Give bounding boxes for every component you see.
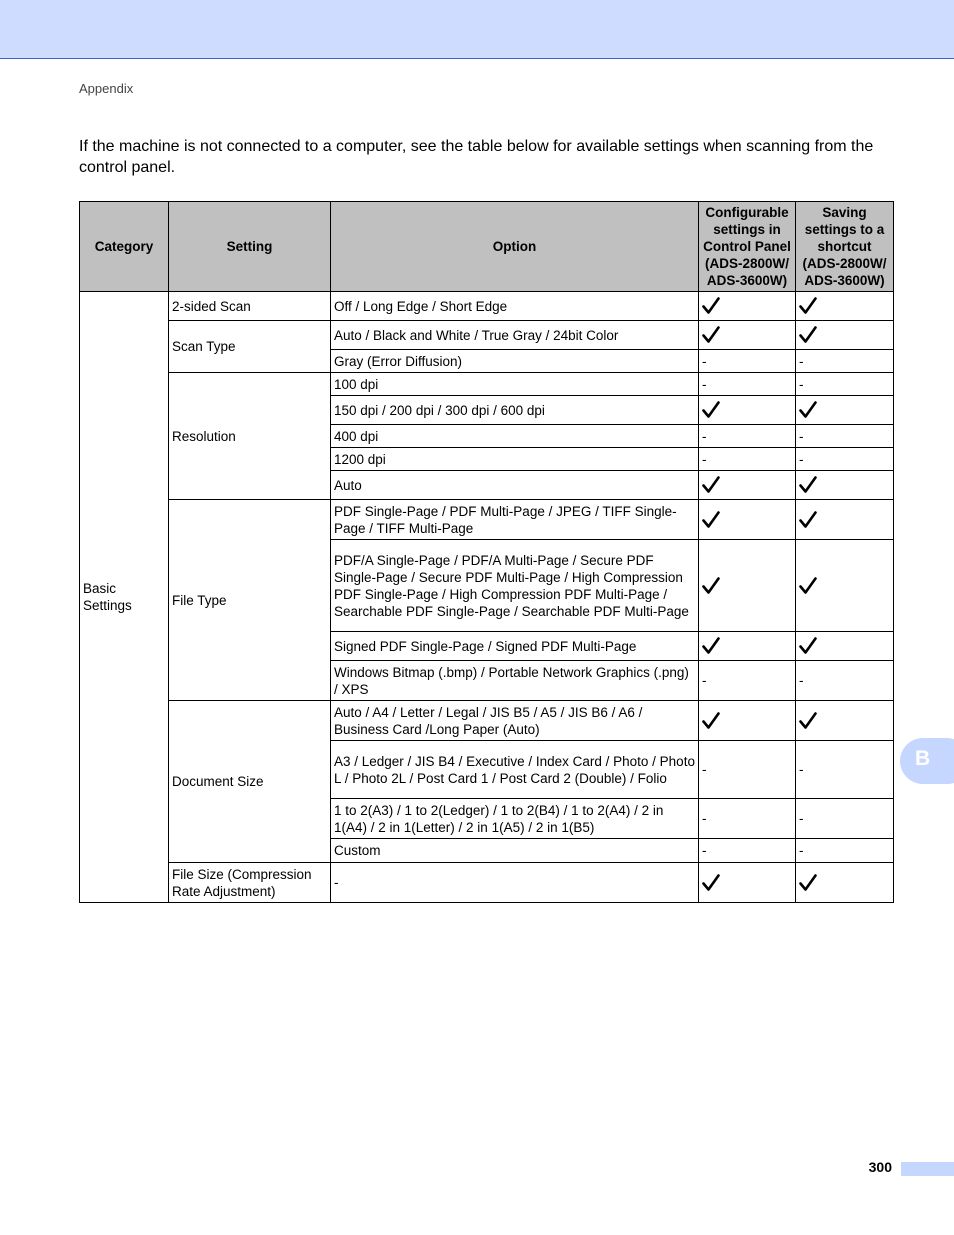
table-row <box>80 701 894 741</box>
setting-cell: Document Size <box>169 701 331 863</box>
shortcut-cell: - <box>796 799 894 839</box>
configurable-cell <box>699 292 796 321</box>
setting-cell: Resolution <box>169 373 331 500</box>
setting-cell: Scan Type <box>169 321 331 373</box>
shortcut-cell: - <box>796 373 894 396</box>
checkmark-icon <box>799 297 817 315</box>
configurable-cell: - <box>699 373 796 396</box>
configurable-cell <box>699 500 796 540</box>
option-cell: 150 dpi / 200 dpi / 300 dpi / 600 dpi <box>331 396 699 425</box>
configurable-cell <box>699 632 796 661</box>
checkmark-icon <box>799 874 817 892</box>
checkmark-icon <box>702 401 720 419</box>
option-cell: Off / Long Edge / Short Edge <box>331 292 699 321</box>
shortcut-cell <box>796 500 894 540</box>
table-header-row <box>80 202 894 292</box>
configurable-cell: - <box>699 839 796 863</box>
category-cell: Basic Settings <box>80 292 169 903</box>
checkmark-icon <box>702 476 720 494</box>
shortcut-cell: - <box>796 350 894 373</box>
configurable-cell <box>699 471 796 500</box>
table-row <box>80 863 894 903</box>
shortcut-cell: - <box>796 839 894 863</box>
shortcut-cell <box>796 701 894 741</box>
configurable-cell <box>699 863 796 903</box>
option-cell: Auto / A4 / Letter / Legal / JIS B5 / A5 / JIS B6 / A6 / Business Card /Long Paper (Auto) <box>331 701 699 741</box>
checkmark-icon <box>799 577 817 595</box>
checkmark-icon <box>799 712 817 730</box>
checkmark-icon <box>799 476 817 494</box>
checkmark-icon <box>702 637 720 655</box>
configurable-cell <box>699 701 796 741</box>
setting-cell: File Type <box>169 500 331 701</box>
checkmark-icon <box>702 297 720 315</box>
configurable-cell: - <box>699 799 796 839</box>
setting-cell: File Size (Compression Rate Adjustment) <box>169 863 331 903</box>
option-cell: 1 to 2(A3) / 1 to 2(Ledger) / 1 to 2(B4) / 1 to 2(A4) / 2 in 1(A4) / 2 in 1(Letter) / 2 in 1(A5) / 2 in 1(B5) <box>331 799 699 839</box>
option-cell: Custom <box>331 839 699 863</box>
configurable-cell <box>699 396 796 425</box>
section-label: Appendix <box>79 81 134 96</box>
page-number-bar <box>901 1162 954 1176</box>
checkmark-icon <box>702 874 720 892</box>
option-cell: Auto / Black and White / True Gray / 24bit Color <box>331 321 699 350</box>
checkmark-icon <box>702 712 720 730</box>
table-row <box>80 292 894 321</box>
option-cell: PDF Single-Page / PDF Multi-Page / JPEG / TIFF Single-Page / TIFF Multi-Page <box>331 500 699 540</box>
header-option: Option <box>331 202 699 292</box>
side-tab-letter: B <box>915 747 931 770</box>
table-row <box>80 321 894 350</box>
configurable-cell <box>699 540 796 632</box>
checkmark-icon <box>799 511 817 529</box>
configurable-cell: - <box>699 350 796 373</box>
option-cell: 1200 dpi <box>331 448 699 471</box>
header-category: Category <box>80 202 169 292</box>
option-cell: Gray (Error Diffusion) <box>331 350 699 373</box>
shortcut-cell <box>796 396 894 425</box>
header-configurable: Configurable settings in Control Panel (ADS-2800W/ ADS-3600W) <box>699 202 796 292</box>
option-cell: 100 dpi <box>331 373 699 396</box>
option-cell: - <box>331 863 699 903</box>
shortcut-cell <box>796 292 894 321</box>
option-cell: A3 / Ledger / JIS B4 / Executive / Index Card / Photo / Photo L / Photo 2L / Post Card 1 / Post Card 2 (Double) / Folio <box>331 741 699 799</box>
option-cell: Signed PDF Single-Page / Signed PDF Multi-Page <box>331 632 699 661</box>
checkmark-icon <box>799 326 817 344</box>
shortcut-cell <box>796 540 894 632</box>
appendix-side-tab <box>900 738 954 784</box>
checkmark-icon <box>702 326 720 344</box>
option-cell: PDF/A Single-Page / PDF/A Multi-Page / Secure PDF Single-Page / Secure PDF Multi-Page / High Compression PDF Single-Page / High Compression PDF Multi-Page / Searchable PDF Single-Page / Searchable PDF Multi-Page <box>331 540 699 632</box>
shortcut-cell: - <box>796 741 894 799</box>
configurable-cell: - <box>699 741 796 799</box>
configurable-cell: - <box>699 425 796 448</box>
shortcut-cell: - <box>796 425 894 448</box>
settings-table <box>79 201 894 903</box>
checkmark-icon <box>702 511 720 529</box>
configurable-cell: - <box>699 448 796 471</box>
option-cell: Auto <box>331 471 699 500</box>
shortcut-cell <box>796 863 894 903</box>
checkmark-icon <box>799 401 817 419</box>
shortcut-cell <box>796 471 894 500</box>
shortcut-cell: - <box>796 448 894 471</box>
configurable-cell: - <box>699 661 796 701</box>
option-cell: Windows Bitmap (.bmp) / Portable Network Graphics (.png) / XPS <box>331 661 699 701</box>
shortcut-cell <box>796 632 894 661</box>
option-cell: 400 dpi <box>331 425 699 448</box>
header-shortcut: Saving settings to a shortcut (ADS-2800W/ ADS-3600W) <box>796 202 894 292</box>
shortcut-cell <box>796 321 894 350</box>
checkmark-icon <box>702 577 720 595</box>
shortcut-cell: - <box>796 661 894 701</box>
setting-cell: 2-sided Scan <box>169 292 331 321</box>
table-row <box>80 500 894 540</box>
page-number: 300 <box>868 1159 892 1175</box>
intro-paragraph: If the machine is not connected to a computer, see the table below for available settings when scanning from the control panel. <box>79 138 874 176</box>
configurable-cell <box>699 321 796 350</box>
table-row <box>80 373 894 396</box>
top-header-band <box>0 0 954 59</box>
checkmark-icon <box>799 637 817 655</box>
header-setting: Setting <box>169 202 331 292</box>
